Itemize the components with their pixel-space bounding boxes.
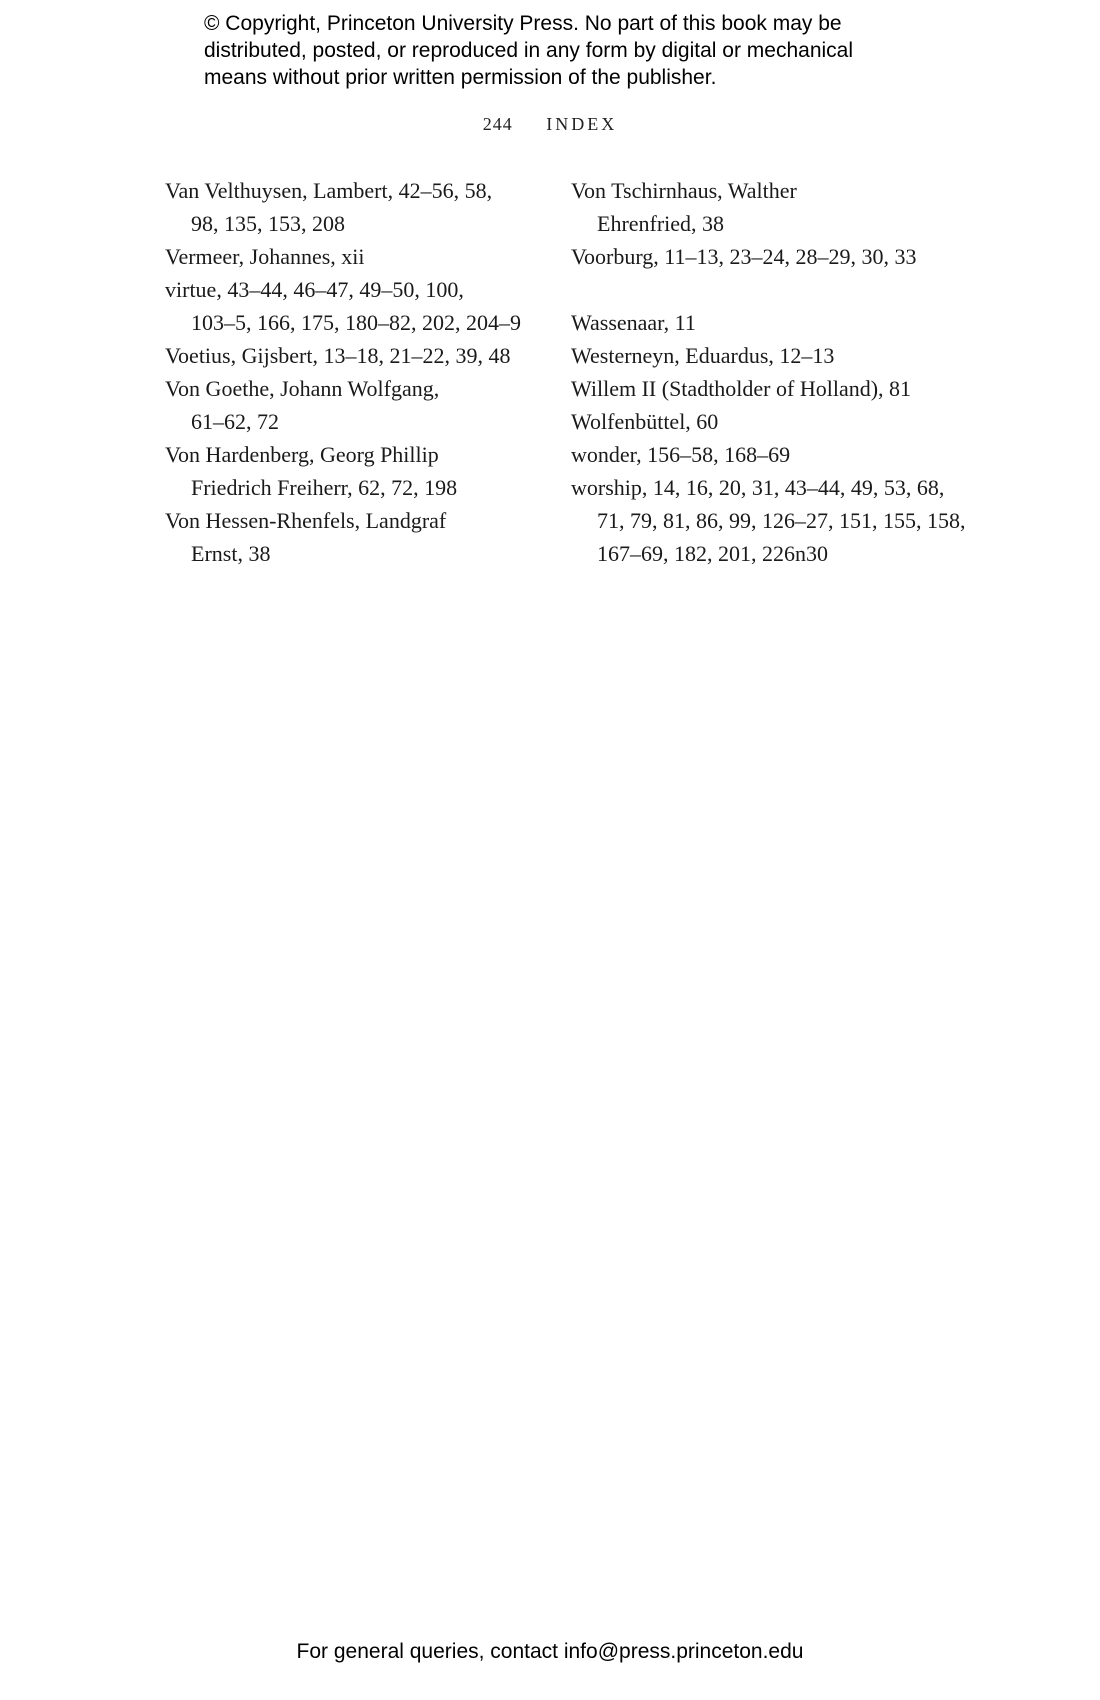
index-entry	[571, 306, 991, 339]
index-entry-continuation: 98, 135, 153, 208	[191, 211, 345, 236]
index-entry-line: Von Tschirnhaus, Walther	[571, 178, 797, 203]
index-entry-continuation: 61–62, 72	[191, 409, 279, 434]
index-entry	[165, 273, 555, 339]
index-entry	[571, 372, 991, 405]
index-column-left	[165, 174, 555, 570]
index-entry-line: Willem II (Stadtholder of Holland), 81	[571, 376, 912, 401]
copyright-line: means without prior written permission of the publisher.	[204, 66, 717, 89]
index-entry-line: Wassenaar, 11	[571, 310, 696, 335]
index-entry-line: Voetius, Gijsbert, 13–18, 21–22, 39, 48	[165, 343, 511, 368]
index-entry	[571, 174, 991, 240]
index-entry	[165, 174, 555, 240]
index-entry-continuation: Ernst, 38	[191, 541, 271, 566]
index-entry-line: worship, 14, 16, 20, 31, 43–44, 49, 53, 68,	[571, 475, 945, 500]
index-entry-line: Von Hessen-Rhenfels, Landgraf	[165, 508, 447, 533]
index-entry	[571, 240, 991, 273]
index-entry-line: Voorburg, 11–13, 23–24, 28–29, 30, 33	[571, 244, 917, 269]
page-number: 244	[482, 114, 513, 134]
index-entry-continuation: 103–5, 166, 175, 180–82, 202, 204–9	[191, 310, 521, 335]
index-entry-line: wonder, 156–58, 168–69	[571, 442, 791, 467]
index-entry-line: Van Velthuysen, Lambert, 42–56, 58,	[165, 178, 493, 203]
index-entry-line: Von Hardenberg, Georg Phillip	[165, 442, 439, 467]
index-entry-line: Vermeer, Johannes, xii	[165, 244, 365, 269]
index-entry	[571, 471, 991, 570]
copyright-line: distributed, posted, or reproduced in any form by digital or mechanical	[204, 39, 854, 62]
index-entry	[165, 339, 555, 372]
index-entry-continuation: 71, 79, 81, 86, 99, 126–27, 151, 155, 158,	[597, 508, 966, 533]
index-entry-continuation: Ehrenfried, 38	[597, 211, 725, 236]
running-head	[0, 114, 1100, 135]
copyright-notice	[204, 10, 924, 91]
letter-section-gap	[571, 273, 991, 306]
running-head-title: INDEX	[546, 114, 618, 134]
index-entry-continuation: Friedrich Freiherr, 62, 72, 198	[191, 475, 458, 500]
index-entry	[165, 504, 555, 570]
index-entry	[571, 339, 991, 372]
index-entry-line: virtue, 43–44, 46–47, 49–50, 100,	[165, 277, 464, 302]
index-entry	[165, 372, 555, 438]
index-entry-line: Von Goethe, Johann Wolfgang,	[165, 376, 440, 401]
index-entry-line: Westerneyn, Eduardus, 12–13	[571, 343, 835, 368]
index-entry	[571, 438, 991, 471]
index-column-right	[571, 174, 991, 570]
copyright-line: © Copyright, Princeton University Press. No part of this book may be	[204, 12, 842, 35]
footer-contact: For general queries, contact info@press.princeton.edu	[296, 1640, 804, 1663]
index-entry	[571, 405, 991, 438]
index-entry	[165, 438, 555, 504]
index-entry-line: Wolfenbüttel, 60	[571, 409, 719, 434]
index-entry	[165, 240, 555, 273]
index-entry-continuation: 167–69, 182, 201, 226n30	[597, 541, 828, 566]
